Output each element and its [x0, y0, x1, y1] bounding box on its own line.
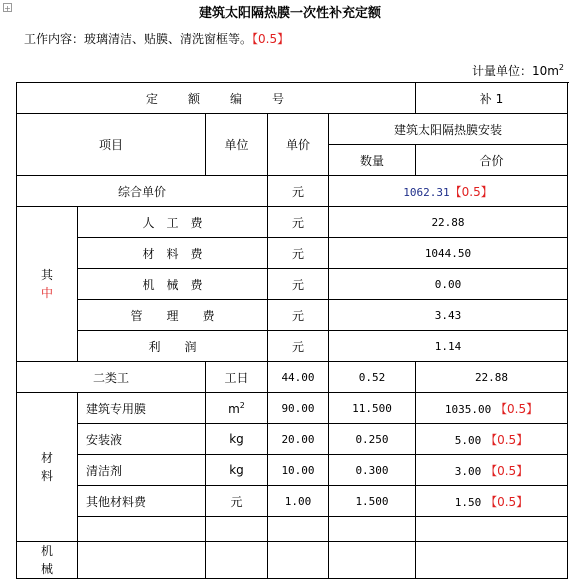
row-sub-0: [17, 207, 568, 238]
sub-name: 管 理 费: [78, 300, 268, 331]
material-price: 90.00: [268, 393, 329, 424]
material-unit-cell: [206, 393, 268, 424]
material-unit: kg: [229, 463, 244, 477]
material-total: 5.00: [454, 433, 482, 447]
header-hejia: 合价: [416, 145, 568, 176]
material-total: 1.50: [454, 495, 482, 509]
sub-name: 利 润: [78, 331, 268, 362]
material-name: 清洁剂: [78, 455, 206, 486]
material-name: 建筑专用膜: [78, 393, 206, 424]
material-total-cell: [416, 455, 568, 486]
material-total: 3.00: [454, 464, 482, 478]
material-unit: 元: [230, 494, 243, 509]
empty-cell: [416, 517, 568, 542]
header-shuliang: 数量: [329, 145, 416, 176]
row-labor: [17, 362, 568, 393]
sub-unit: 元: [268, 207, 329, 238]
sub-unit: 元: [268, 300, 329, 331]
header-row-code: [17, 83, 568, 114]
material-name: 其他材料费: [78, 486, 206, 517]
material-unit-cell: [206, 486, 268, 517]
work-content-text: 工作内容：玻璃清洁、贴膜、清洗窗框等。: [24, 32, 253, 46]
row-sub-2: [17, 269, 568, 300]
material-badge: 【0.5】: [485, 494, 529, 509]
material-qty: 11.500: [329, 393, 416, 424]
qizhong-char-2: 中: [40, 286, 53, 300]
row-material-empty: [17, 517, 568, 542]
zonghe-value-cell: [329, 176, 568, 207]
empty-cell: [206, 542, 268, 579]
table-anchor-icon[interactable]: +: [4, 4, 11, 13]
empty-cell: [206, 517, 268, 542]
material-qty: 0.250: [329, 424, 416, 455]
cailiao-char-1: 材: [40, 451, 53, 465]
material-price: 10.00: [268, 455, 329, 486]
sub-unit: 元: [268, 331, 329, 362]
header-danwei: 单位: [206, 114, 268, 176]
empty-cell: [78, 517, 206, 542]
material-total-cell: [416, 393, 568, 424]
material-unit-sup: 2: [239, 400, 245, 410]
header-xiangmu: 项目: [17, 114, 206, 176]
header-danjia: 单价: [268, 114, 329, 176]
material-badge: 【0.5】: [485, 432, 529, 447]
labor-qty: 0.52: [329, 362, 416, 393]
header-item-name: 建筑太阳隔热膜安装: [329, 114, 568, 145]
labor-name: 二类工: [17, 362, 206, 393]
unit-label: 计量单位：10m: [471, 64, 559, 78]
material-qty: 0.300: [329, 455, 416, 486]
header-dinge: 定 额 编 号: [17, 83, 416, 114]
material-badge: 【0.5】: [495, 401, 539, 416]
zonghe-value: 1062.31: [403, 185, 450, 199]
material-qty: 1.500: [329, 486, 416, 517]
labor-price: 44.00: [268, 362, 329, 393]
sub-name: 材 料 费: [78, 238, 268, 269]
sub-value: 22.88: [329, 207, 568, 238]
material-unit: m: [228, 401, 240, 416]
row-material-1: [17, 424, 568, 455]
sub-name: 机 械 费: [78, 269, 268, 300]
row-material-0: [17, 393, 568, 424]
material-price: 20.00: [268, 424, 329, 455]
measurement-unit: [472, 62, 564, 79]
quota-table: [16, 82, 568, 579]
empty-cell: [78, 542, 206, 579]
material-total-cell: [416, 424, 568, 455]
sub-unit: 元: [268, 269, 329, 300]
labor-total: 22.88: [416, 362, 568, 393]
material-unit-cell: [206, 455, 268, 486]
empty-cell: [416, 542, 568, 579]
labor-unit: 工日: [206, 362, 268, 393]
material-unit-cell: [206, 424, 268, 455]
page-title: 建筑太阳隔热膜一次性补充定额: [198, 6, 381, 21]
header-row-item: [17, 114, 568, 145]
sub-name: 人 工 费: [78, 207, 268, 238]
cailiao-char-2: 料: [40, 469, 53, 483]
sub-value: 0.00: [329, 269, 568, 300]
row-sub-3: [17, 300, 568, 331]
row-machinery: [17, 542, 568, 579]
cailiao-label: [17, 393, 78, 542]
material-price: 1.00: [268, 486, 329, 517]
material-unit: kg: [229, 432, 244, 446]
work-content: [24, 30, 289, 47]
empty-cell: [329, 542, 416, 579]
jixie-char-1: 机: [40, 544, 53, 558]
empty-cell: [329, 517, 416, 542]
material-badge: 【0.5】: [485, 463, 529, 478]
sub-value: 1044.50: [329, 238, 568, 269]
work-content-badge: 【0.5】: [252, 32, 290, 46]
zonghe-label: 综合单价: [17, 176, 268, 207]
jixie-label: [17, 542, 78, 579]
empty-cell: [268, 517, 329, 542]
sub-value: 1.14: [329, 331, 568, 362]
qizhong-char-1: 其: [40, 268, 53, 282]
material-name: 安装液: [78, 424, 206, 455]
zonghe-badge: 【0.5】: [449, 184, 493, 199]
zonghe-unit: 元: [268, 176, 329, 207]
sub-value: 3.43: [329, 300, 568, 331]
unit-superscript: 2: [558, 63, 564, 72]
empty-cell: [268, 542, 329, 579]
qizhong-label: [17, 207, 78, 362]
row-sub-1: [17, 238, 568, 269]
row-material-3: [17, 486, 568, 517]
header-code: 补 1: [416, 83, 568, 114]
sub-unit: 元: [268, 238, 329, 269]
material-total-cell: [416, 486, 568, 517]
row-material-2: [17, 455, 568, 486]
material-total: 1035.00: [444, 402, 492, 416]
row-sub-4: [17, 331, 568, 362]
row-zonghe: [17, 176, 568, 207]
jixie-char-2: 械: [40, 562, 53, 576]
